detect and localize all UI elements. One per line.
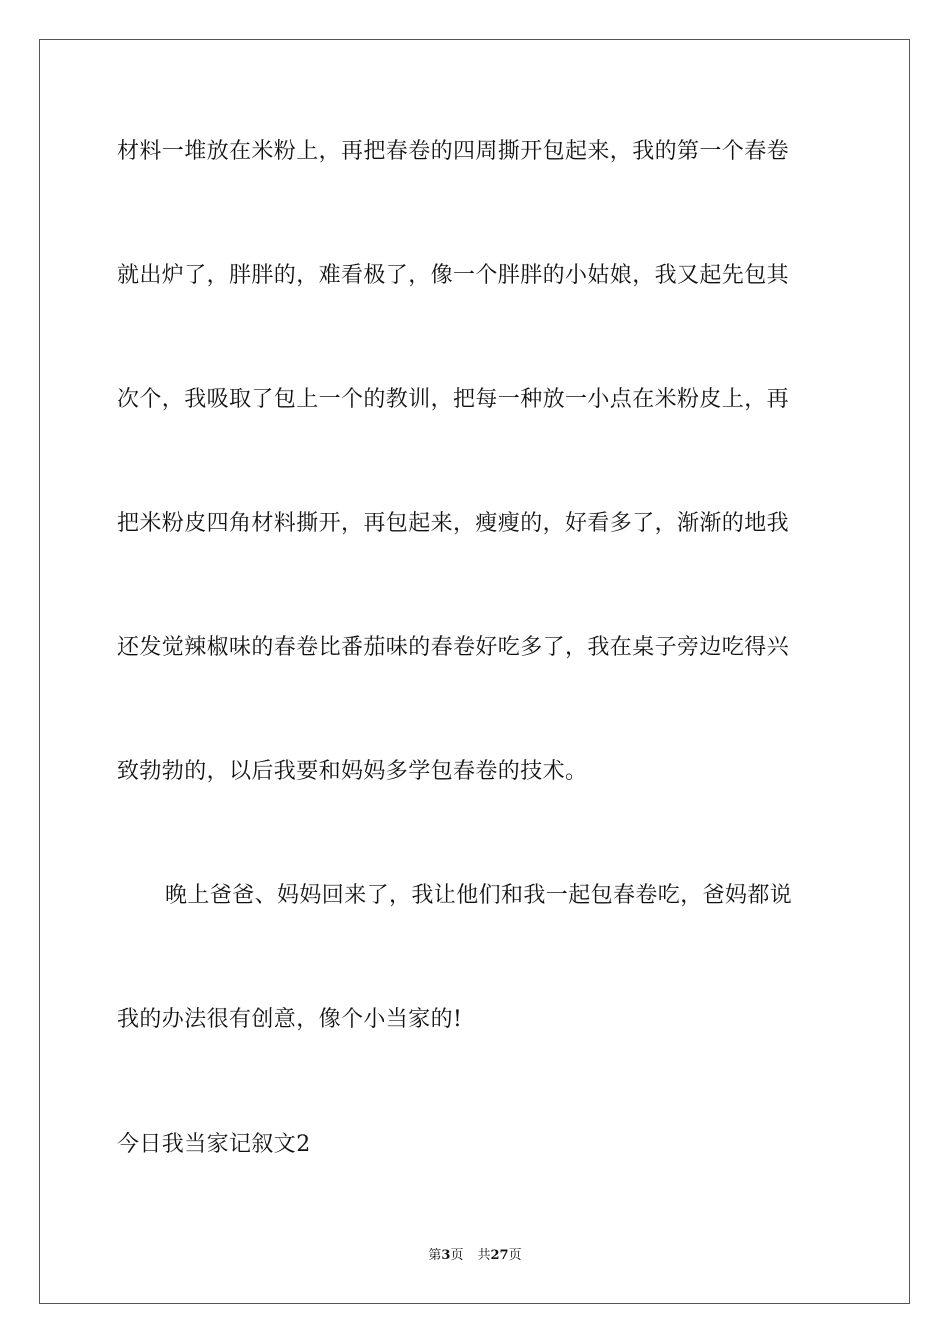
page-suffix: 页 bbox=[450, 1248, 464, 1263]
body-line-4: 把米粉皮四角材料撕开，再包起来，瘦瘦的，好看多了，渐渐的地我 bbox=[117, 511, 790, 536]
body-line-5: 还发觉辣椒味的春卷比番茄味的春卷好吃多了，我在桌子旁边吃得兴 bbox=[117, 635, 790, 660]
page-total: 27 bbox=[490, 1248, 509, 1263]
body-line-1: 材料一堆放在米粉上，再把春卷的四周撕开包起来，我的第一个春卷 bbox=[117, 139, 790, 164]
body-line-6: 致勃勃的，以后我要和妈妈多学包春卷的技术。 bbox=[117, 759, 588, 784]
total-suffix: 页 bbox=[508, 1248, 522, 1263]
body-line-8: 我的办法很有创意，像个小当家的! bbox=[117, 1007, 463, 1032]
body-line-7-paragraph-start: 晚上爸爸、妈妈回来了，我让他们和我一起包春卷吃，爸妈都说 bbox=[165, 883, 793, 908]
page-footer bbox=[0, 1247, 950, 1265]
page-current: 3 bbox=[441, 1248, 451, 1263]
page-frame bbox=[39, 39, 910, 1304]
body-line-3: 次个，我吸取了包上一个的教训，把每一种放一小点在米粉皮上，再 bbox=[117, 387, 790, 412]
section-heading: 今日我当家记叙文2 bbox=[117, 1132, 311, 1157]
body-line-2: 就出炉了，胖胖的，难看极了，像一个胖胖的小姑娘，我又起先包其 bbox=[117, 263, 790, 288]
page-prefix: 第 bbox=[428, 1248, 442, 1263]
total-prefix: 共 bbox=[477, 1248, 491, 1263]
